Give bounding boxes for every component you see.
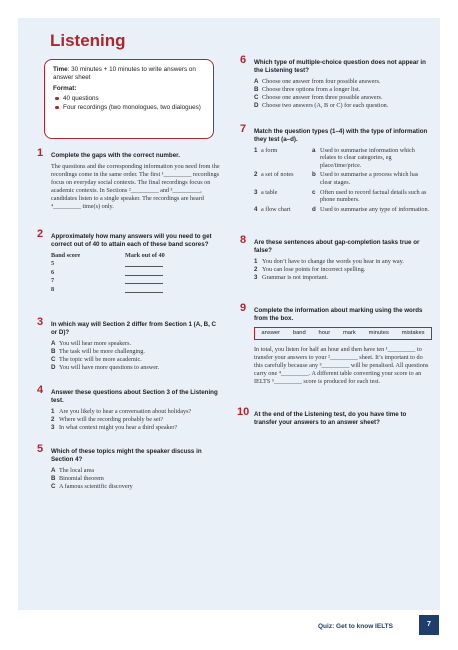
option: 2 You can lose points for incorrect spelling. [254,265,366,273]
option: 1 You don’t have to change the words you hear in any way. [254,257,404,265]
question-2 [37,228,227,294]
format-label: Format: [53,85,77,93]
question-heading: Are these sentences about gap-completion tasks true or false? [254,239,420,254]
word-box [254,327,432,340]
question-heading: Complete the information about marking using the words from the box. [254,307,423,322]
option: A You will hear more speakers. [51,339,132,347]
question-number: 5 [37,443,44,455]
format-item: 40 questions [63,95,205,103]
question-number: 2 [37,228,44,240]
option: 2 Where will the recording probably be set? [51,415,164,423]
option: C A famous scientific discovery [51,483,133,490]
time-text: : 30 minutes + 10 minutes to write answers on answer sheet [53,66,196,82]
word: minutes [368,329,389,336]
info-box [44,59,214,139]
word: hour [318,329,331,336]
question-body: In total, you listen for half an hour and then have ten ¹_________ to transfer your answers to your ²_________ sheet. It’s important to do this carefully because any ³_________ will be penalised. All questions carry one ⁴_________. A different table converting your score to an IELTS ⁵_________ score is produced for each test. [254,345,429,385]
question-heading: Which of these topics might the speaker discuss in Section 4? [51,448,202,463]
option: A Choose one answer from four possible answers. [254,77,381,85]
option: 1 Are you likely to hear a conversation about holidays? [51,407,192,415]
question-number: 8 [240,234,247,246]
word: mistakes [401,329,425,336]
matching-row: 1 a form a Used to summarise information which relates to clear categories, eg place/time/price. [254,146,415,169]
answer-blank [125,286,163,293]
answer-blank [125,269,163,276]
question-number: 1 [37,147,44,159]
band-score: 8 [51,285,55,293]
question-number: 7 [240,123,247,135]
question-number: 6 [240,54,247,66]
option: B Choose three options from a longer list. [254,85,361,93]
matching-row: 4 a flow chart d Used to summarise any type of information. [254,205,430,213]
score-row [51,260,227,269]
word: band [292,329,306,336]
time-label: Time [53,66,68,73]
question-heading: At the end of the Listening test, do you have time to transfer your answers to an answer sheet? [254,411,407,426]
question-heading: Answer these questions about Section 3 of the Listening test. [51,389,218,404]
matching-row: 2 a set of notes b Used to summarise a process which has clear stages. [254,171,419,186]
column-header: Mark out of 40 [125,251,165,259]
question-1 [37,147,221,211]
matching-table [254,147,432,214]
question-heading: In which way will Section 2 differ from Section 1 (A, B, C or D)? [51,321,217,336]
answer-blank [125,277,163,284]
score-row [51,286,227,295]
question-body: The questions and the corresponding information you need from the recordings come in the same order. The first ¹_________ recordings focus on everyday social contexts. The final recordings focus on academic contexts. In Sections ²_________ and ³_________, candidates listen to a single speaker. The recordings are heard ⁴_________ time(s) only. [51,162,220,210]
word: answer [261,329,281,336]
question-heading: Approximately how many answers will you need to get correct out of 40 to attain each of these band scores? [51,233,212,248]
question-9 [240,302,430,386]
column-header: Band score [51,251,81,259]
question-heading: Which type of multiple-choice question does not appear in the Listening test? [254,59,426,74]
score-row [51,269,227,278]
option: C The topic will be more academic. [51,356,142,363]
question-heading: Complete the gaps with the correct number. [51,152,180,159]
option: 3 Grammar is not important. [254,274,328,281]
question-4 [37,384,226,432]
page-number: 7 [419,615,439,635]
question-number: 4 [37,384,44,396]
option: A The local area [51,466,95,474]
score-header-row [51,252,227,261]
band-score: 7 [51,277,55,285]
option: D Choose two answers (A, B or C) for each question. [254,102,389,110]
question-8 [240,234,430,282]
question-number: 3 [37,316,44,328]
question-5 [37,443,223,491]
band-score: 6 [51,268,55,276]
footer-label: Quiz: Get to know IELTS [318,623,393,630]
score-row [51,277,227,286]
word: mark [342,329,356,336]
option: 3 In what context might you hear a third speaker? [51,424,178,431]
question-number: 9 [240,302,247,314]
question-7 [240,123,432,213]
answer-blank [125,260,163,267]
option: B Binomial theorem [51,474,104,482]
question-10 [237,406,430,427]
option: B The task will be more challenging. [51,347,145,355]
question-heading: Match the question types (1–4) with the type of information they test (a–d). [254,128,428,143]
question-3 [37,316,221,372]
question-number: 10 [237,406,250,418]
band-score: 5 [51,260,55,268]
format-item: Four recordings (two monologues, two dialogues) [63,104,205,112]
matching-row: 3 a table c Often used to record factual details such as phone numbers. [254,188,427,204]
score-table [51,252,227,295]
page-title: Listening [50,31,126,50]
option: D You will have more questions to answer. [51,364,160,372]
option: C Choose one answer from three possible answers. [254,94,383,101]
question-6 [240,54,429,110]
format-list [53,95,205,112]
time-line [53,66,205,82]
